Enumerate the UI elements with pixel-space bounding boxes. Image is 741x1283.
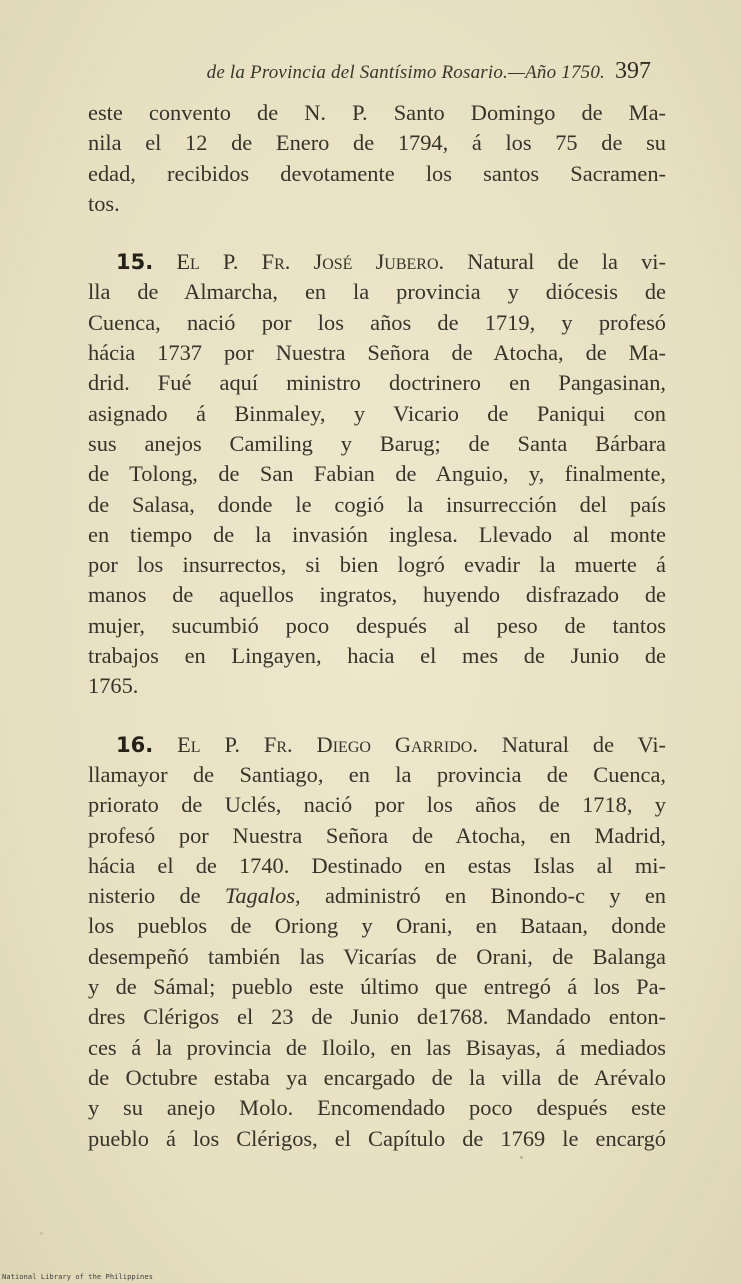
page-number: 397 bbox=[615, 58, 651, 84]
text-line: drid. Fué aquí ministro doctrinero en Pangasinan, bbox=[88, 370, 666, 396]
library-watermark: National Library of the Philippines bbox=[2, 1273, 154, 1281]
running-header bbox=[60, 58, 651, 88]
text-line: tos. bbox=[88, 190, 120, 216]
paragraph-continuation bbox=[88, 98, 666, 219]
text-line: edad, recibidos devotamente los santos Sacramen- bbox=[88, 160, 666, 186]
text-line: mujer, sucumbió poco después al peso de tantos bbox=[88, 612, 666, 638]
entry-heading bbox=[88, 730, 666, 760]
text-line: de Salasa, donde le cogió la insurrección del país bbox=[88, 491, 666, 517]
italic-word: Tagalos, bbox=[224, 883, 301, 909]
text-line: en tiempo de la invasión inglesa. Llevado al monte bbox=[88, 521, 666, 547]
running-title: de la Provincia del Santísimo Rosario.—Año 1750. bbox=[206, 62, 605, 83]
text-line: pueblo á los Clérigos, el Capítulo de 1769 le encargó bbox=[88, 1125, 666, 1151]
text-line: hácia el de 1740. Destinado en estas Islas al mi- bbox=[88, 852, 666, 878]
entry-number: 16. bbox=[116, 732, 154, 757]
text-line: los pueblos de Oriong y Orani, en Bataan, donde bbox=[88, 913, 666, 939]
entry-16 bbox=[88, 730, 666, 1154]
entry-line-rest: Natural de Vi- bbox=[501, 731, 666, 757]
text-line: y de Sámal; pueblo este último que entregó á los Pa- bbox=[88, 974, 666, 1000]
text-line: Cuenca, nació por los años de 1719, y profesó bbox=[88, 309, 666, 335]
page-body bbox=[88, 98, 666, 1154]
entry-title-prefix: El P. Fr. bbox=[176, 249, 291, 275]
text-line: llamayor de Santiago, en la provincia de Cuenca, bbox=[88, 761, 666, 787]
text-line: lla de Almarcha, en la provincia y diócesis de bbox=[88, 279, 666, 305]
entry-15 bbox=[88, 247, 666, 701]
text-line: nila el 12 de Enero de 1794, á los 75 de su bbox=[88, 130, 666, 156]
entry-title-name: José Jubero. bbox=[313, 249, 445, 275]
text-line: ces á la provincia de Iloilo, en las Bisayas, á mediados bbox=[88, 1034, 666, 1060]
entry-heading bbox=[88, 247, 666, 277]
entry-line-rest: Natural de la vi- bbox=[467, 249, 666, 275]
text-line: de Tolong, de San Fabian de Anguio, y, finalmente, bbox=[88, 461, 666, 487]
paper-speck bbox=[520, 1156, 523, 1159]
text-line: y su anejo Molo. Encomendado poco después este bbox=[88, 1095, 666, 1121]
text-line: asignado á Binmaley, y Vicario de Paniqui con bbox=[88, 400, 666, 426]
text-line: priorato de Uclés, nació por los años de 1718, y bbox=[88, 792, 666, 818]
text-line: manos de aquellos ingratos, huyendo disfrazado de bbox=[88, 582, 666, 608]
text-line: sus anejos Camiling y Barug; de Santa Bárbara bbox=[88, 430, 666, 456]
text-line: profesó por Nuestra Señora de Atocha, en Madrid, bbox=[88, 822, 666, 848]
entry-title-prefix: El P. Fr. bbox=[177, 731, 293, 757]
text-line: dres Clérigos el 23 de Junio de1768. Mandado enton- bbox=[88, 1004, 666, 1030]
text-line: este convento de N. P. Santo Domingo de Ma- bbox=[88, 100, 666, 125]
text-line: 1765. bbox=[88, 673, 139, 699]
text-line: por los insurrectos, si bien logró evadir la muerte á bbox=[88, 552, 666, 578]
entry-title-name: Diego Garrido. bbox=[316, 731, 478, 757]
entry-number: 15. bbox=[116, 250, 154, 275]
text-line: trabajos en Lingayen, hacia el mes de Junio de bbox=[88, 643, 666, 669]
text-line: desempeñó también las Vicarías de Orani, de Balanga bbox=[88, 943, 666, 969]
text-line: de Octubre estaba ya encargado de la villa de Arévalo bbox=[88, 1064, 666, 1090]
paper-speck bbox=[40, 1232, 43, 1235]
text-line: hácia 1737 por Nuestra Señora de Atocha, de Ma- bbox=[88, 340, 666, 366]
text-line-italic: nisterio de Tagalos, administró en Binondo-c y en bbox=[88, 883, 666, 909]
